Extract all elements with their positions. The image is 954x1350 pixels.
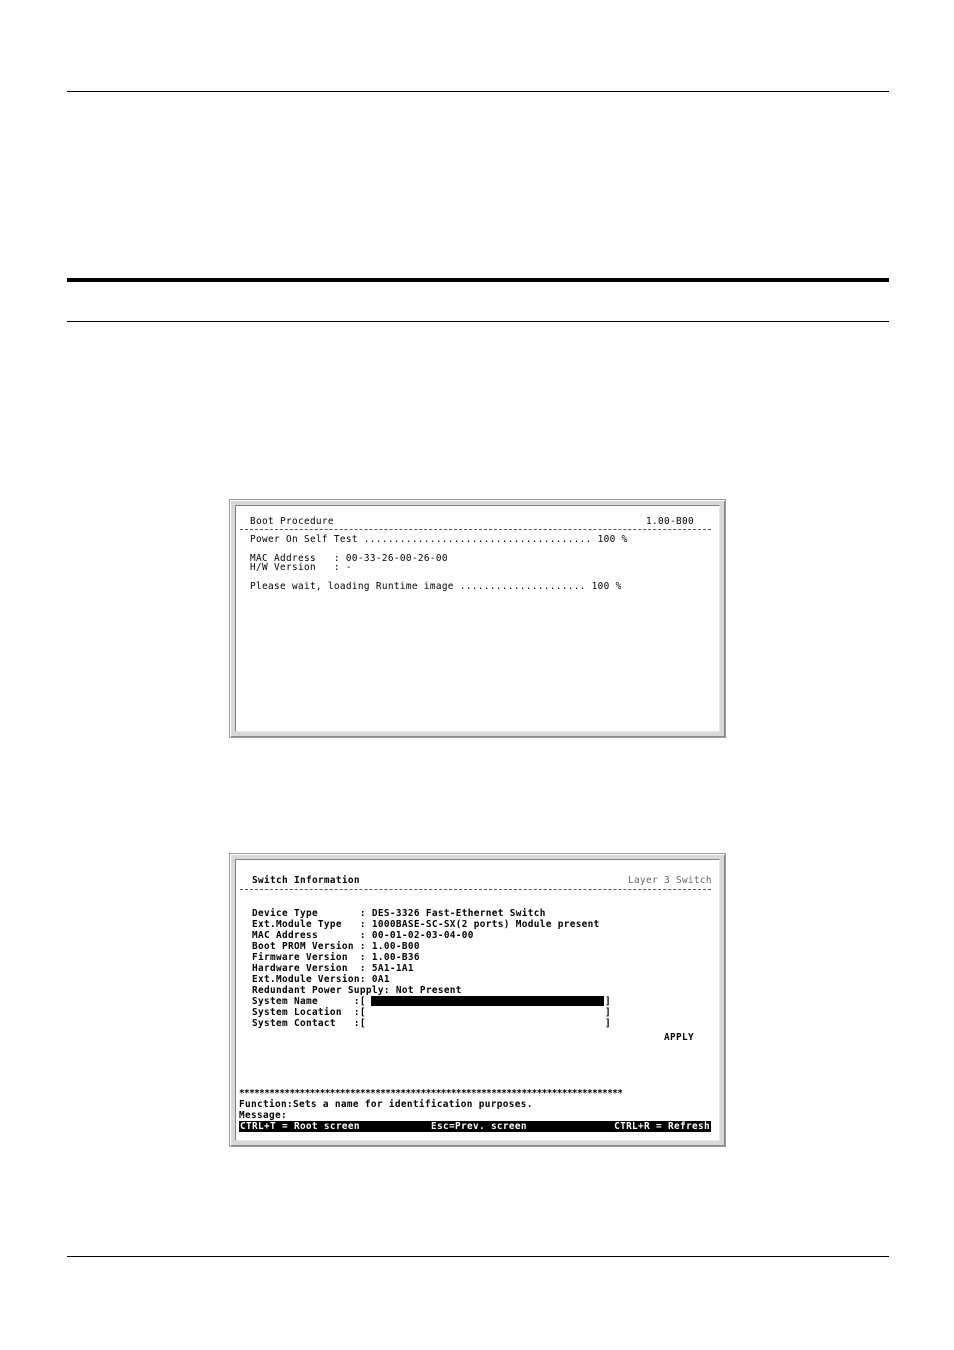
separator-line: **************************************************************************** [239, 1088, 623, 1099]
function-label: Function: [239, 1099, 293, 1110]
hw-version-line: H/W Version : - [250, 562, 352, 573]
device-type-field: Device Type : DES-3326 Fast-Ethernet Switch [252, 908, 546, 919]
boot-title: Boot Procedure [250, 516, 334, 527]
section-rule-thin [67, 321, 889, 322]
switch-information-screenshot [229, 853, 726, 1147]
loading-runtime-line: Please wait, loading Runtime image ..................... 100 % [250, 581, 622, 592]
hardware-version-field: Hardware Version : 5A1-1A1 [252, 963, 414, 974]
system-name-label: System Name :[ [252, 996, 366, 1007]
status-bar [239, 1121, 711, 1132]
section-rule-thick [67, 278, 889, 282]
boot-terminal [235, 505, 720, 732]
system-contact-label: System Contact :[ [252, 1018, 366, 1029]
post-line: Power On Self Test ...................................... 100 % [250, 534, 628, 545]
refresh-shortcut[interactable]: CTRL+R = Refresh [614, 1121, 710, 1132]
firmware-version-field: Firmware Version : 1.00-B36 [252, 952, 420, 963]
boot-procedure-screenshot [229, 499, 726, 738]
system-location-label: System Location :[ [252, 1007, 366, 1018]
switch-divider [240, 889, 711, 890]
system-name-input[interactable] [371, 996, 604, 1006]
root-screen-shortcut[interactable]: CTRL+T = Root screen [240, 1121, 360, 1132]
mac-address-field: MAC Address : 00-01-02-03-04-00 [252, 930, 474, 941]
system-contact-bracket: ] [605, 1018, 611, 1029]
prev-screen-shortcut[interactable]: Esc=Prev. screen [431, 1121, 527, 1132]
boot-divider [240, 529, 711, 530]
switch-terminal [235, 859, 720, 1141]
message-label: Message: [239, 1110, 287, 1121]
boot-version: 1.00-B00 [646, 516, 694, 527]
switch-subtitle: Layer 3 Switch [628, 875, 712, 886]
switch-title: Switch Information [252, 875, 360, 886]
footer-rule [67, 1256, 889, 1257]
ext-module-type-field: Ext.Module Type : 1000BASE-SC-SX(2 ports) Module present [252, 919, 600, 930]
apply-button[interactable]: APPLY [664, 1032, 694, 1043]
system-name-bracket: ] [605, 996, 611, 1007]
header-rule [67, 91, 889, 92]
redundant-power-field: Redundant Power Supply: Not Present [252, 985, 462, 996]
ext-module-version-field: Ext.Module Version: 0A1 [252, 974, 390, 985]
boot-prom-version-field: Boot PROM Version : 1.00-B00 [252, 941, 420, 952]
system-location-bracket: ] [605, 1007, 611, 1018]
function-text: Sets a name for identification purposes. [292, 1099, 533, 1110]
system-location-input[interactable] [371, 1007, 604, 1017]
mac-address-line: MAC Address : 00-33-26-00-26-00 [250, 553, 448, 564]
system-contact-input[interactable] [371, 1018, 604, 1028]
